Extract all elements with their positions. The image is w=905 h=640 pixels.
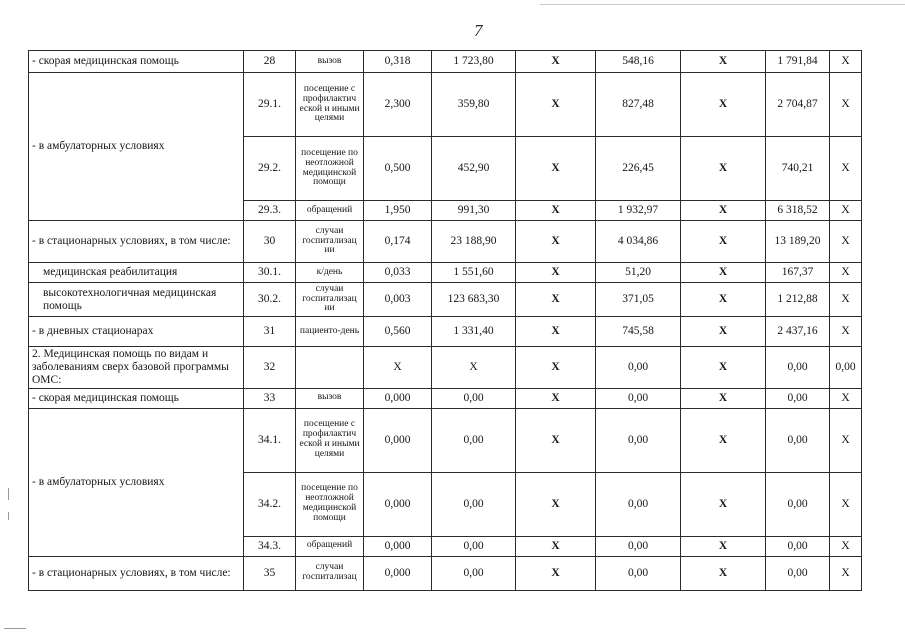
value-cell: 1 212,88 — [766, 283, 830, 317]
table-row — [29, 51, 862, 73]
value-cell: Х — [516, 283, 596, 317]
value-cell: 2 437,16 — [766, 317, 830, 347]
table-row — [29, 221, 862, 263]
value-cell: 0,00 — [766, 536, 830, 556]
value-cell: Х — [830, 388, 862, 408]
unit-cell: случаи госпитализац — [296, 556, 364, 590]
value-cell: 0,00 — [596, 388, 681, 408]
row-label: медицинская реабилитация — [29, 263, 244, 283]
row-code: 29.2. — [244, 137, 296, 201]
value-cell: Х — [830, 472, 862, 536]
value-cell: Х — [681, 388, 766, 408]
value-cell: Х — [830, 263, 862, 283]
value-cell: 0,00 — [432, 556, 516, 590]
value-cell: 0,00 — [766, 388, 830, 408]
value-cell: Х — [830, 51, 862, 73]
unit-cell — [296, 347, 364, 389]
value-cell: 0,00 — [432, 388, 516, 408]
value-cell: Х — [681, 283, 766, 317]
value-cell: 0,000 — [364, 472, 432, 536]
unit-cell: посещение с профилактич еской и иными целями — [296, 73, 364, 137]
value-cell: Х — [681, 347, 766, 389]
value-cell: 0,000 — [364, 408, 432, 472]
value-cell: 0,033 — [364, 263, 432, 283]
scan-edge-line — [540, 4, 905, 5]
value-cell: Х — [681, 201, 766, 221]
value-cell: Х — [830, 317, 862, 347]
scan-mark — [4, 628, 26, 629]
table-row — [29, 347, 862, 389]
unit-cell: случаи госпитализац ии — [296, 283, 364, 317]
value-cell: 0,00 — [766, 556, 830, 590]
value-cell: 0,00 — [830, 347, 862, 389]
value-cell: 0,000 — [364, 388, 432, 408]
value-cell: Х — [830, 137, 862, 201]
financial-table — [28, 50, 862, 591]
value-cell: Х — [830, 536, 862, 556]
value-cell: 452,90 — [432, 137, 516, 201]
value-cell: Х — [681, 263, 766, 283]
value-cell: 0,000 — [364, 536, 432, 556]
value-cell: Х — [681, 137, 766, 201]
value-cell: 0,00 — [596, 408, 681, 472]
value-cell: 359,80 — [432, 73, 516, 137]
row-label: - в амбулаторных условиях — [29, 408, 244, 556]
value-cell: 1 551,60 — [432, 263, 516, 283]
unit-cell: пациенто-день — [296, 317, 364, 347]
value-cell: 2,300 — [364, 73, 432, 137]
value-cell: 4 034,86 — [596, 221, 681, 263]
value-cell: 0,00 — [432, 536, 516, 556]
row-label: - скорая медицинская помощь — [29, 51, 244, 73]
value-cell: Х — [681, 317, 766, 347]
value-cell: 371,05 — [596, 283, 681, 317]
value-cell: Х — [516, 201, 596, 221]
row-label: - скорая медицинская помощь — [29, 388, 244, 408]
row-label: 2. Медицинская помощь по видам и заболеваниям сверх базовой программы ОМС: — [29, 347, 244, 389]
unit-cell: вызов — [296, 51, 364, 73]
value-cell: 0,00 — [596, 472, 681, 536]
table-row — [29, 388, 862, 408]
unit-cell: обращений — [296, 201, 364, 221]
value-cell: Х — [681, 221, 766, 263]
unit-cell: к/день — [296, 263, 364, 283]
row-label: - в стационарных условиях, в том числе: — [29, 556, 244, 590]
value-cell: Х — [516, 556, 596, 590]
value-cell: 51,20 — [596, 263, 681, 283]
value-cell: Х — [681, 556, 766, 590]
value-cell: Х — [516, 317, 596, 347]
value-cell: Х — [830, 221, 862, 263]
value-cell: 1,950 — [364, 201, 432, 221]
value-cell: 2 704,87 — [766, 73, 830, 137]
value-cell: Х — [830, 408, 862, 472]
value-cell: Х — [516, 73, 596, 137]
value-cell: Х — [830, 201, 862, 221]
scan-mark — [8, 512, 9, 520]
table-row — [29, 283, 862, 317]
value-cell: 13 189,20 — [766, 221, 830, 263]
value-cell: 23 188,90 — [432, 221, 516, 263]
value-cell: 167,37 — [766, 263, 830, 283]
unit-cell: посещение с профилактич еской и иными целями — [296, 408, 364, 472]
value-cell: 0,00 — [766, 472, 830, 536]
value-cell: 1 331,40 — [432, 317, 516, 347]
scan-mark — [8, 488, 9, 500]
value-cell: Х — [681, 73, 766, 137]
value-cell: 0,00 — [596, 347, 681, 389]
value-cell: Х — [830, 556, 862, 590]
row-label: - в дневных стационарах — [29, 317, 244, 347]
table-row — [29, 556, 862, 590]
table-row — [29, 317, 862, 347]
value-cell: 1 791,84 — [766, 51, 830, 73]
table-body — [29, 51, 862, 591]
value-cell: Х — [681, 408, 766, 472]
value-cell: 0,00 — [596, 556, 681, 590]
value-cell: 827,48 — [596, 73, 681, 137]
row-code: 35 — [244, 556, 296, 590]
value-cell: Х — [516, 536, 596, 556]
row-code: 30.1. — [244, 263, 296, 283]
value-cell: Х — [516, 51, 596, 73]
value-cell: 0,500 — [364, 137, 432, 201]
value-cell: Х — [830, 73, 862, 137]
row-label: высокотехнологичная медицинская помощь — [29, 283, 244, 317]
row-code: 30.2. — [244, 283, 296, 317]
value-cell: 6 318,52 — [766, 201, 830, 221]
value-cell: Х — [681, 536, 766, 556]
value-cell: Х — [364, 347, 432, 389]
value-cell: Х — [516, 263, 596, 283]
value-cell: Х — [516, 408, 596, 472]
row-code: 34.2. — [244, 472, 296, 536]
value-cell: Х — [516, 221, 596, 263]
row-code: 29.3. — [244, 201, 296, 221]
table-row — [29, 408, 862, 472]
row-code: 31 — [244, 317, 296, 347]
row-code: 33 — [244, 388, 296, 408]
value-cell: Х — [516, 388, 596, 408]
row-code: 32 — [244, 347, 296, 389]
value-cell: Х — [516, 472, 596, 536]
page-number: 7 — [474, 21, 483, 40]
value-cell: Х — [516, 347, 596, 389]
value-cell: 745,58 — [596, 317, 681, 347]
value-cell: Х — [830, 283, 862, 317]
value-cell: Х — [516, 137, 596, 201]
value-cell: 0,00 — [596, 536, 681, 556]
row-code: 29.1. — [244, 73, 296, 137]
row-label: - в стационарных условиях, в том числе: — [29, 221, 244, 263]
value-cell: 226,45 — [596, 137, 681, 201]
row-code: 34.3. — [244, 536, 296, 556]
unit-cell: случаи госпитализац ии — [296, 221, 364, 263]
value-cell: 123 683,30 — [432, 283, 516, 317]
value-cell: 0,00 — [766, 347, 830, 389]
value-cell: 991,30 — [432, 201, 516, 221]
value-cell: 0,00 — [766, 408, 830, 472]
value-cell: 0,00 — [432, 408, 516, 472]
value-cell: 0,174 — [364, 221, 432, 263]
value-cell: Х — [681, 472, 766, 536]
row-label: - в амбулаторных условиях — [29, 73, 244, 221]
value-cell: 548,16 — [596, 51, 681, 73]
value-cell: 0,003 — [364, 283, 432, 317]
value-cell: 740,21 — [766, 137, 830, 201]
value-cell: Х — [432, 347, 516, 389]
value-cell: 0,560 — [364, 317, 432, 347]
value-cell: 0,000 — [364, 556, 432, 590]
unit-cell: посещение по неотложной медицинской помощи — [296, 137, 364, 201]
value-cell: 0,318 — [364, 51, 432, 73]
row-code: 34.1. — [244, 408, 296, 472]
value-cell: 0,00 — [432, 472, 516, 536]
value-cell: Х — [681, 51, 766, 73]
table-row — [29, 263, 862, 283]
table-row — [29, 73, 862, 137]
value-cell: 1 932,97 — [596, 201, 681, 221]
row-code: 28 — [244, 51, 296, 73]
unit-cell: вызов — [296, 388, 364, 408]
unit-cell: посещение по неотложной медицинской помощи — [296, 472, 364, 536]
value-cell: 1 723,80 — [432, 51, 516, 73]
row-code: 30 — [244, 221, 296, 263]
unit-cell: обращений — [296, 536, 364, 556]
